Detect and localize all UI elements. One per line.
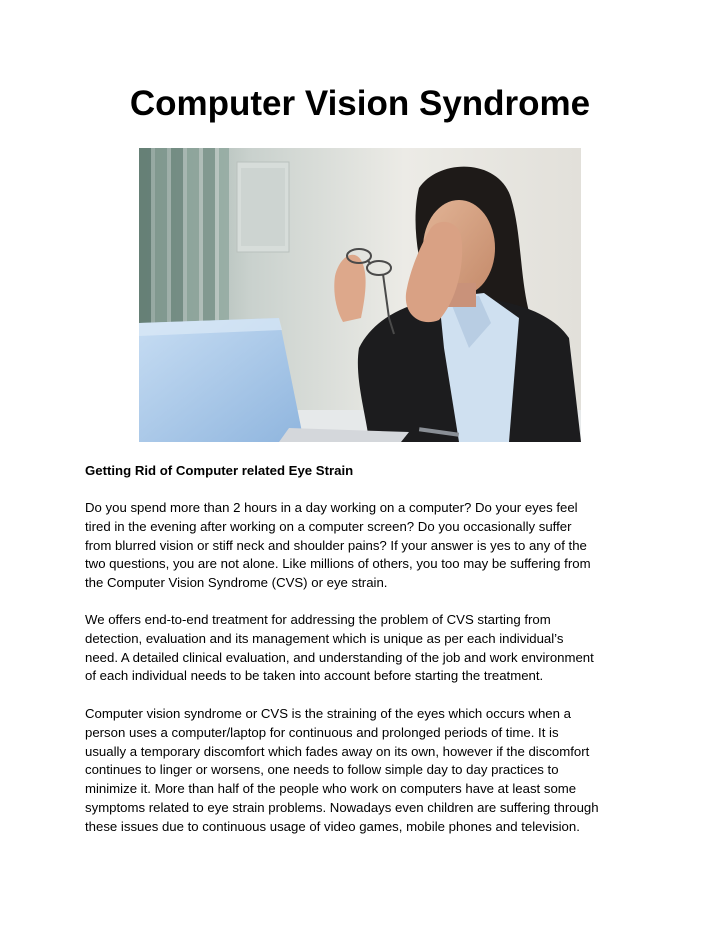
- paragraph-line: Computer vision syndrome or CVS is the straining of the eyes which occurs when a: [85, 706, 571, 721]
- paragraph-line: continues to linger or worsens, one needs to follow simple day to day practices to: [85, 762, 559, 778]
- paragraph-line: of each individual needs to be taken into account before starting the treatment.: [85, 668, 544, 684]
- paragraph-line: usually a temporary discomfort which fades away on its own, however if the discomfort: [85, 743, 590, 759]
- paragraph-line: We offers end-to-end treatment for addressing the problem of CVS starting from: [85, 612, 551, 627]
- paragraph-line: minimize it. More than half of the people who work on computers have at least some: [85, 781, 577, 797]
- paragraph-line: person uses a computer/laptop for continuous and prolonged periods of time. It is: [85, 724, 559, 740]
- paragraph-line: these issues due to continuous usage of video games, mobile phones and television.: [85, 818, 580, 834]
- paragraph-treatment: [85, 611, 645, 686]
- paragraph-line: tired in the evening after working on a computer screen? Do you occasionally suffer: [85, 518, 572, 534]
- paragraph-line: from blurred vision or stiff neck and shoulder pains? If your answer is yes to any of the: [85, 537, 587, 553]
- paragraph-line: need. A detailed clinical evaluation, and understanding of the job and work environment: [85, 649, 594, 665]
- paragraph-line: symptoms related to eye strain problems. Nowadays even children are suffering through: [85, 799, 599, 815]
- paragraph-line: Do you spend more than 2 hours in a day working on a computer? Do your eyes feel: [85, 500, 578, 515]
- paragraph-line: detection, evaluation and its management which is unique as per each individual’s: [85, 630, 564, 646]
- paragraph-line: two questions, you are not alone. Like millions of others, you too may be suffering from: [85, 556, 591, 572]
- paragraph-line: the Computer Vision Syndrome (CVS) or eye strain.: [85, 575, 388, 591]
- page-title: Computer Vision Syndrome: [129, 84, 591, 123]
- section-heading: Getting Rid of Computer related Eye Strain: [85, 463, 354, 478]
- paragraph-definition: [85, 705, 645, 837]
- photo-woman-eye-strain: [139, 148, 581, 442]
- paragraph-intro: [85, 499, 645, 593]
